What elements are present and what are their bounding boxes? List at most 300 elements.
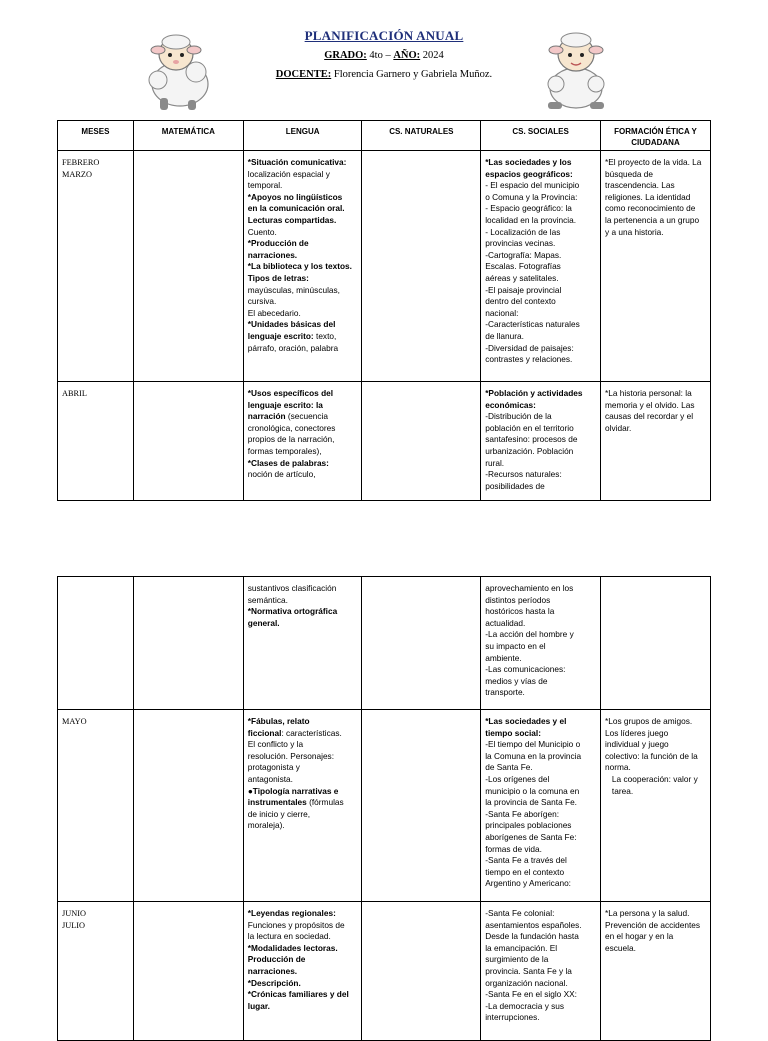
- regular-text: Cuento.: [247, 226, 277, 237]
- text-line: [248, 751, 358, 763]
- regular-text: distintos períodos: [485, 594, 551, 605]
- text-line: [248, 319, 358, 331]
- matematica-cell: [133, 902, 243, 1041]
- text-line: [485, 354, 596, 366]
- regular-text: cronológica, conectores: [247, 422, 336, 433]
- text-line: [485, 978, 596, 990]
- teacher-value: Florencia Garnero y Gabriela Muñoz.: [333, 69, 493, 80]
- text-line: [485, 809, 596, 821]
- text-line: [485, 618, 596, 630]
- bold-text: *Las sociedades y los: [485, 157, 572, 167]
- text-line: búsqueda de: [605, 168, 653, 179]
- naturales-cell: [362, 577, 481, 710]
- year-label: AÑO:: [393, 50, 421, 61]
- text-line: [485, 180, 596, 192]
- text-line: [485, 931, 596, 943]
- bold-text: *La biblioteca y los textos.: [247, 261, 352, 272]
- matematica-cell: [133, 382, 243, 501]
- regular-text: Escalas. Fotografías: [485, 261, 561, 272]
- regular-text: Desde la fundación hasta: [485, 931, 579, 942]
- lengua-cell: [243, 710, 362, 902]
- regular-text: (fórmulas: [306, 797, 344, 808]
- text-line: [485, 751, 596, 763]
- regular-text: formas de vida.: [485, 843, 542, 854]
- text-line: [485, 943, 596, 955]
- regular-text: santafesino: procesos de: [485, 434, 578, 445]
- regular-text: (secuencia: [285, 411, 329, 422]
- text-line: [248, 931, 358, 943]
- text-line: [485, 832, 596, 844]
- regular-text: -Santa Fe colonial:: [485, 908, 555, 918]
- text-line: como reconocimiento de: [605, 203, 696, 214]
- bold-text: lenguaje escrito:: [247, 330, 314, 341]
- text-line: *La historia personal: la: [605, 388, 692, 398]
- bold-text: *Situación comunicativa:: [247, 157, 347, 167]
- text-line: [248, 595, 358, 607]
- text-line: [248, 943, 358, 955]
- month-label: MAYO: [62, 717, 87, 726]
- text-line: [248, 388, 358, 400]
- text-line: [248, 400, 358, 412]
- text-line: colectivo: la función de la: [605, 750, 698, 761]
- text-line: Prevención de accidentes: [605, 919, 701, 930]
- regular-text: medios y vías de: [485, 675, 548, 686]
- regular-text: aprovechamiento en los: [485, 583, 574, 593]
- regular-text: la Comuna en la provincia: [485, 750, 582, 761]
- lengua-cell: [243, 382, 362, 501]
- text-line: [485, 664, 596, 676]
- regular-text: El abecedario.: [247, 307, 301, 318]
- text-line: *La persona y la salud.: [605, 908, 690, 918]
- grade-line: [0, 50, 768, 61]
- text-line: [248, 716, 358, 728]
- month-cell: [58, 577, 134, 710]
- text-line: [248, 618, 358, 630]
- naturales-cell: [362, 151, 481, 382]
- regular-text: formas temporales),: [247, 445, 322, 456]
- regular-text: - Localización de las: [485, 226, 561, 237]
- bold-text: narraciones.: [247, 249, 298, 260]
- month-label: JULIO: [62, 920, 86, 930]
- regular-text: resolución. Personajes:: [247, 750, 335, 761]
- text-line: [485, 481, 596, 493]
- text-line: [485, 728, 596, 740]
- table-row: [58, 382, 711, 501]
- text-line: [248, 169, 358, 181]
- text-line: religiones. La identidad: [605, 191, 691, 202]
- regular-text: población en el territorio: [485, 422, 574, 433]
- bold-text: *Normativa ortográfica: [247, 606, 338, 617]
- text-line: [248, 157, 358, 169]
- naturales-cell: [362, 382, 481, 501]
- etica-cell: [601, 577, 711, 710]
- text-line: [248, 331, 358, 343]
- bold-text: económicas:: [485, 399, 536, 410]
- text-line: [485, 739, 596, 751]
- text-line: [485, 273, 596, 285]
- text-line: [248, 989, 358, 1001]
- text-line: [485, 867, 596, 879]
- header-cs-sociales: CS. SOCIALES: [481, 121, 601, 151]
- bold-text: *Unidades básicas del: [247, 319, 336, 330]
- text-line: [485, 296, 596, 308]
- regular-text: contrastes y relaciones.: [485, 354, 573, 365]
- text-line: [485, 844, 596, 856]
- bold-text: en la comunicación oral.: [247, 203, 345, 214]
- text-line: [485, 469, 596, 481]
- regular-text: sustantivos clasificación: [247, 583, 337, 593]
- bold-text: instrumentales: [247, 797, 307, 808]
- regular-text: : características.: [281, 727, 342, 738]
- text-line: [485, 227, 596, 239]
- text-line: [485, 595, 596, 607]
- text-line: [248, 762, 358, 774]
- text-line: [485, 238, 596, 250]
- text-line: [485, 261, 596, 273]
- regular-text: su impacto en el: [485, 640, 546, 651]
- regular-text: -Características naturales: [485, 319, 580, 330]
- text-line: [248, 343, 358, 355]
- regular-text: la lectura en sociedad.: [247, 931, 331, 942]
- text-line: [485, 169, 596, 181]
- text-line: [248, 583, 358, 595]
- regular-text: dentro del contexto: [485, 296, 556, 307]
- regular-text: la provincia de Santa Fe.: [485, 797, 577, 808]
- bold-text: *Las sociedades y el: [485, 716, 567, 726]
- text-line: [485, 423, 596, 435]
- text-line: [485, 641, 596, 653]
- text-line: [248, 250, 358, 262]
- etica-cell: [601, 151, 711, 382]
- text-line: [248, 215, 358, 227]
- text-line: [248, 192, 358, 204]
- bold-text: *Producción de: [247, 238, 309, 249]
- text-line: [248, 273, 358, 285]
- text-line: [248, 908, 358, 920]
- text-line: [248, 458, 358, 470]
- naturales-cell: [362, 902, 481, 1041]
- regular-text: de Santa Fe.: [485, 762, 533, 773]
- regular-text: -La acción del hombre y: [485, 629, 574, 640]
- text-line: [248, 434, 358, 446]
- bold-text: *Crónicas familiares y del: [247, 989, 349, 1000]
- sociales-cell: [481, 902, 601, 1041]
- regular-text: surgimiento de la: [485, 954, 549, 965]
- regular-text: transporte.: [485, 687, 525, 698]
- document-title: PLANIFICACIÓN ANUAL: [304, 28, 464, 43]
- text-line: [485, 878, 596, 890]
- regular-text: -El paisaje provincial: [485, 284, 562, 295]
- text-line: Los líderes juego: [605, 727, 669, 738]
- regular-text: -Los orígenes del: [485, 773, 550, 784]
- bold-text: lugar.: [247, 1000, 270, 1011]
- grade-value: 4to –: [369, 50, 391, 61]
- regular-text: aborígenes de Santa Fe:: [485, 831, 577, 842]
- planning-table-page-2: [57, 576, 711, 1041]
- text-line: escuela.: [605, 942, 636, 953]
- regular-text: cursiva.: [247, 296, 277, 307]
- text-line: [248, 966, 358, 978]
- etica-cell: [601, 710, 711, 902]
- text-line: [485, 583, 596, 595]
- text-line: [485, 774, 596, 786]
- regular-text: -Cartografía: Mapas.: [485, 249, 562, 260]
- text-line: [248, 446, 358, 458]
- regular-text: tiempo en el contexto: [485, 866, 565, 877]
- regular-text: párrafo, oración, palabra: [247, 342, 339, 353]
- grade-label: GRADO:: [324, 50, 367, 61]
- text-line: [485, 388, 596, 400]
- planning-table-page-1: [57, 120, 711, 501]
- regular-text: localización espacial y: [247, 168, 330, 179]
- regular-text: - El espacio del municipio: [485, 180, 580, 191]
- regular-text: nacional:: [485, 307, 519, 318]
- text-line: [485, 157, 596, 169]
- bold-text: *Descripción.: [247, 977, 301, 988]
- bold-text: *Leyendas regionales:: [247, 908, 336, 918]
- text-line: [485, 458, 596, 470]
- month-label: FEBRERO: [62, 158, 100, 167]
- table-row: [58, 902, 711, 1041]
- regular-text: protagonista y: [247, 762, 300, 773]
- table-row: [58, 577, 711, 710]
- text-line: [485, 908, 596, 920]
- month-cell: [58, 710, 134, 902]
- regular-text: noción de artículo,: [247, 469, 316, 480]
- regular-text: actualidad.: [485, 617, 526, 628]
- text-line: memoria y el olvido. Las: [605, 399, 695, 410]
- text-line: [248, 238, 358, 250]
- regular-text: organización nacional.: [485, 977, 568, 988]
- month-cell: [58, 902, 134, 1041]
- text-line: [485, 319, 596, 331]
- text-line: [485, 308, 596, 320]
- regular-text: El conflicto y la: [247, 739, 304, 750]
- bold-text: ficcional: [247, 727, 282, 738]
- regular-text: -Recursos naturales:: [485, 469, 562, 480]
- naturales-cell: [362, 710, 481, 902]
- text-line: [485, 446, 596, 458]
- sociales-cell: [481, 382, 601, 501]
- text-line: [485, 855, 596, 867]
- matematica-cell: [133, 710, 243, 902]
- text-line: [485, 989, 596, 1001]
- regular-text: provincias vecinas.: [485, 238, 556, 249]
- text-line: *Los grupos de amigos.: [605, 716, 693, 726]
- month-label: MARZO: [62, 169, 92, 179]
- bold-text: *Modalidades lectoras.: [247, 942, 338, 953]
- regular-text: propios de la narración,: [247, 434, 335, 445]
- text-line: [248, 227, 358, 239]
- text-line: [485, 797, 596, 809]
- text-line: [248, 606, 358, 618]
- text-line: causas del recordar y el: [605, 411, 694, 422]
- text-line: norma.: [605, 762, 631, 773]
- regular-text: -El tiempo del Municipio o: [485, 739, 581, 750]
- regular-text: Argentino y Americano:: [485, 878, 571, 889]
- text-line: tarea.: [605, 785, 634, 796]
- text-line: La cooperación: valor y: [605, 773, 698, 784]
- text-line: [248, 261, 358, 273]
- text-line: [485, 411, 596, 423]
- regular-text: -Santa Fe en el siglo XX:: [485, 989, 577, 1000]
- text-line: [248, 809, 358, 821]
- text-line: la pertenencia a un grupo: [605, 214, 700, 225]
- regular-text: principales poblaciones: [485, 820, 572, 831]
- header-matematica: MATEMÁTICA: [133, 121, 243, 151]
- regular-text: antagonista.: [247, 773, 293, 784]
- regular-text: Funciones y propósitos de: [247, 919, 345, 930]
- sociales-cell: [481, 577, 601, 710]
- regular-text: ambiente.: [485, 652, 522, 663]
- bold-text: espacios geográficos:: [485, 168, 573, 179]
- text-line: [485, 285, 596, 297]
- regular-text: asentamientos españoles.: [485, 919, 582, 930]
- regular-text: o Comuna y la Provincia:: [485, 191, 578, 202]
- text-line: [248, 411, 358, 423]
- regular-text: hostóricos hasta la: [485, 606, 555, 617]
- text-line: [248, 797, 358, 809]
- text-line: individual y juego: [605, 739, 669, 750]
- text-line: [248, 774, 358, 786]
- text-line: [485, 653, 596, 665]
- text-line: [248, 469, 358, 481]
- sheep-illustration-left: [136, 28, 216, 114]
- text-line: [485, 762, 596, 774]
- text-line: [485, 786, 596, 798]
- text-line: [485, 676, 596, 688]
- text-line: *El proyecto de la vida. La: [605, 157, 702, 167]
- text-line: [248, 920, 358, 932]
- text-line: [485, 687, 596, 699]
- text-line: olvidar.: [605, 422, 632, 433]
- text-line: [248, 820, 358, 832]
- text-line: en el hogar y en la: [605, 931, 674, 942]
- bold-text: Tipos de letras:: [247, 272, 309, 283]
- text-line: [248, 423, 358, 435]
- header-cs-naturales: CS. NATURALES: [362, 121, 481, 151]
- text-line: [485, 192, 596, 204]
- text-line: [485, 400, 596, 412]
- teacher-line: [0, 69, 768, 80]
- regular-text: aéreas y satelitales.: [485, 272, 559, 283]
- regular-text: localidad en la provincia.: [485, 214, 577, 225]
- regular-text: moraleja).: [247, 820, 285, 831]
- regular-text: -La democracia y sus: [485, 1000, 565, 1011]
- lengua-cell: [243, 151, 362, 382]
- month-cell: [58, 382, 134, 501]
- header-meses: MESES: [58, 121, 134, 151]
- header-formacion-etica: FORMACIÓN ÉTICA Y CIUDADANA: [601, 121, 711, 151]
- text-line: [248, 1001, 358, 1013]
- regular-text: -Santa Fe aborígen:: [485, 808, 560, 819]
- regular-text: -Diversidad de paisajes:: [485, 342, 574, 353]
- text-line: [485, 716, 596, 728]
- text-line: y a una historia.: [605, 226, 664, 237]
- text-line: [485, 215, 596, 227]
- lengua-cell: [243, 902, 362, 1041]
- text-line: [485, 434, 596, 446]
- regular-text: la emancipación. El: [485, 942, 558, 953]
- text-line: [485, 250, 596, 262]
- text-line: [485, 1012, 596, 1024]
- regular-text: - Espacio geográfico: la: [485, 203, 572, 214]
- regular-text: de inicio y cierre,: [247, 808, 311, 819]
- text-line: [248, 728, 358, 740]
- bold-text: *Población y actividades: [485, 388, 583, 398]
- regular-text: posibilidades de: [485, 480, 545, 491]
- sociales-cell: [481, 710, 601, 902]
- regular-text: urbanización. Población: [485, 445, 574, 456]
- bold-text: narraciones.: [247, 965, 298, 976]
- etica-cell: [601, 902, 711, 1041]
- bold-text: narración: [247, 411, 286, 422]
- regular-text: provincia. Santa Fe y la: [485, 965, 572, 976]
- bold-text: *Usos específicos del: [247, 388, 334, 398]
- lengua-cell: [243, 577, 362, 710]
- text-line: [248, 308, 358, 320]
- bold-text: *Clases de palabras:: [247, 457, 329, 468]
- text-line: [485, 954, 596, 966]
- etica-cell: [601, 382, 711, 501]
- header-lengua: LENGUA: [243, 121, 362, 151]
- text-line: [485, 606, 596, 618]
- month-label: ABRIL: [62, 389, 87, 398]
- bold-text: *Fábulas, relato: [247, 716, 310, 726]
- text-line: trascendencia. Las: [605, 180, 675, 191]
- table-header-row: [58, 121, 711, 151]
- regular-text: -Las comunicaciones:: [485, 664, 566, 675]
- month-cell: [58, 151, 134, 382]
- year-value: 2024: [422, 50, 444, 61]
- matematica-cell: [133, 577, 243, 710]
- bold-text: Lecturas compartidas.: [247, 214, 337, 225]
- text-line: [485, 343, 596, 355]
- bold-text: Producción de: [247, 954, 306, 965]
- regular-text: -Santa Fe a través del: [485, 855, 567, 866]
- table-row: [58, 151, 711, 382]
- sociales-cell: [481, 151, 601, 382]
- bold-text: general.: [247, 617, 280, 628]
- document-header: [0, 28, 768, 80]
- text-line: [248, 285, 358, 297]
- regular-text: temporal.: [247, 180, 283, 191]
- regular-text: rural.: [485, 457, 505, 468]
- bold-text: ●Tipología narrativas e: [247, 785, 339, 796]
- matematica-cell: [133, 151, 243, 382]
- text-line: [485, 203, 596, 215]
- bold-text: tiempo social:: [485, 727, 541, 738]
- regular-text: -Distribución de la: [485, 411, 552, 422]
- bold-text: lenguaje escrito: la: [247, 399, 323, 410]
- regular-text: interrupciones.: [485, 1012, 540, 1023]
- text-line: [248, 954, 358, 966]
- text-line: [485, 331, 596, 343]
- text-line: [248, 739, 358, 751]
- text-line: [248, 978, 358, 990]
- text-line: [485, 629, 596, 641]
- text-line: [248, 786, 358, 798]
- regular-text: semántica.: [247, 594, 288, 605]
- sheep-illustration-right: [536, 28, 616, 114]
- text-line: [248, 203, 358, 215]
- text-line: [485, 920, 596, 932]
- regular-text: mayúsculas, minúsculas,: [247, 284, 340, 295]
- regular-text: municipio o la comuna en: [485, 785, 580, 796]
- text-line: [485, 820, 596, 832]
- text-line: [485, 1001, 596, 1013]
- table-row: [58, 710, 711, 902]
